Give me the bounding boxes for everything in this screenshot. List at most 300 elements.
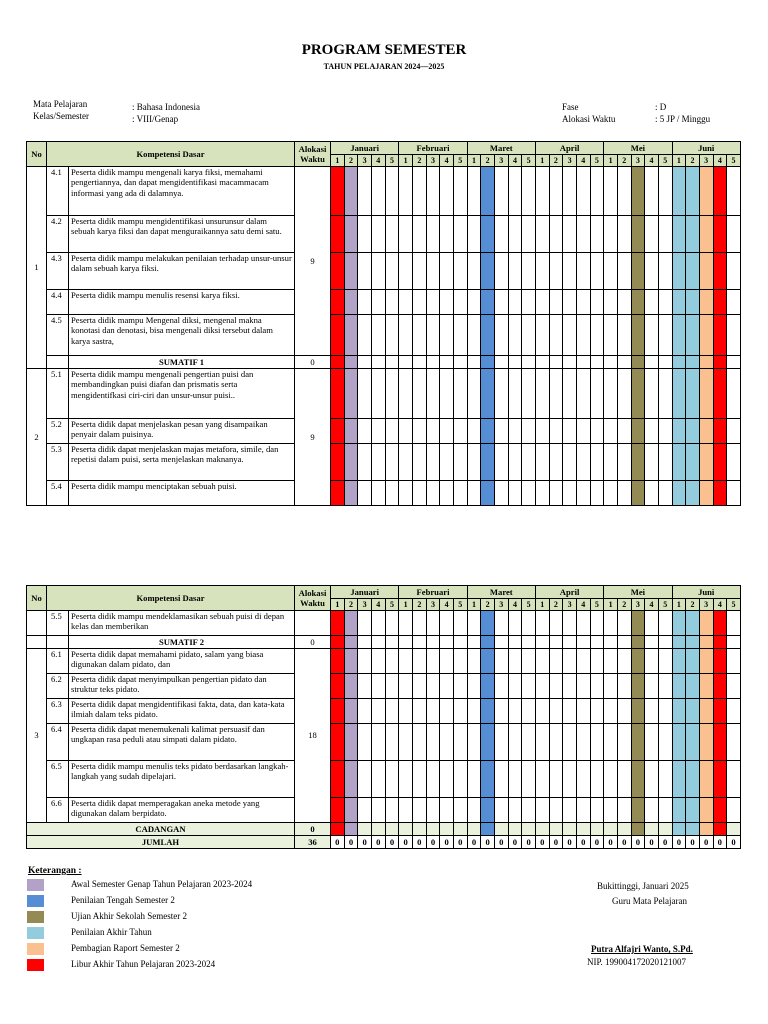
week-cell xyxy=(426,167,440,216)
week-cell xyxy=(453,444,467,481)
week-cell xyxy=(576,369,590,419)
week-cell xyxy=(631,167,645,216)
week-cell xyxy=(399,823,413,836)
week-cell xyxy=(467,636,481,649)
week-cell xyxy=(344,724,358,761)
week-cell xyxy=(481,761,495,798)
week-cell xyxy=(522,724,536,761)
kd-row xyxy=(27,761,741,798)
week-cell xyxy=(344,167,358,216)
header-week: 1 xyxy=(535,599,549,611)
week-cell xyxy=(508,636,522,649)
week-cell xyxy=(645,253,659,290)
sumatif-row xyxy=(27,356,741,369)
week-cell xyxy=(699,636,713,649)
week-cell xyxy=(699,699,713,724)
week-cell xyxy=(399,444,413,481)
week-cell xyxy=(508,444,522,481)
week-cell xyxy=(576,216,590,253)
week-cell xyxy=(399,481,413,506)
week-cell xyxy=(385,356,399,369)
week-cell xyxy=(453,315,467,356)
week-cell xyxy=(535,167,549,216)
header-alokasi: Alokasi Waktu xyxy=(295,142,331,167)
header-week: 1 xyxy=(672,155,686,167)
week-cell xyxy=(563,356,577,369)
week-cell xyxy=(713,216,727,253)
header-week: 3 xyxy=(494,155,508,167)
week-cell xyxy=(385,611,399,636)
week-cell xyxy=(727,444,741,481)
header-row xyxy=(27,142,741,155)
week-cell xyxy=(576,636,590,649)
legend-swatch xyxy=(27,959,44,971)
week-cell xyxy=(467,419,481,444)
week-cell xyxy=(631,315,645,356)
week-cell xyxy=(440,253,454,290)
week-cell xyxy=(426,823,440,836)
jumlah-week-value: 0 xyxy=(631,836,645,849)
week-cell xyxy=(563,444,577,481)
week-cell xyxy=(645,699,659,724)
week-cell xyxy=(481,481,495,506)
page-subtitle: TAHUN PELAJARAN 2024—2025 xyxy=(323,62,445,71)
week-cell xyxy=(508,419,522,444)
sumatif-label: SUMATIF 1 xyxy=(69,356,295,369)
week-cell xyxy=(617,674,631,699)
program-table-1 xyxy=(26,141,741,506)
week-cell xyxy=(426,649,440,674)
week-cell xyxy=(631,253,645,290)
week-cell xyxy=(563,823,577,836)
week-cell xyxy=(713,369,727,419)
week-cell xyxy=(358,636,372,649)
week-cell xyxy=(590,481,604,506)
week-cell xyxy=(631,216,645,253)
week-cell xyxy=(426,356,440,369)
week-cell xyxy=(535,444,549,481)
week-cell xyxy=(358,724,372,761)
header-month: Juni xyxy=(672,142,740,155)
week-cell xyxy=(344,636,358,649)
week-cell xyxy=(645,315,659,356)
kd-row xyxy=(27,798,741,823)
week-cell xyxy=(549,611,563,636)
kd-row xyxy=(27,444,741,481)
jumlah-week-value: 0 xyxy=(494,836,508,849)
week-cell xyxy=(494,290,508,315)
week-cell xyxy=(535,290,549,315)
week-cell xyxy=(385,481,399,506)
week-cell xyxy=(467,481,481,506)
kd-row xyxy=(27,611,741,636)
header-week: 1 xyxy=(331,599,345,611)
week-cell xyxy=(590,761,604,798)
week-cell xyxy=(467,699,481,724)
kd-number: 4.2 xyxy=(47,216,69,253)
week-cell xyxy=(508,290,522,315)
week-cell xyxy=(590,444,604,481)
row-number xyxy=(27,611,47,636)
header-week: 2 xyxy=(344,599,358,611)
week-cell xyxy=(672,290,686,315)
week-cell xyxy=(522,369,536,419)
week-cell xyxy=(727,761,741,798)
header-week: 3 xyxy=(631,155,645,167)
week-cell xyxy=(331,315,345,356)
week-cell xyxy=(699,444,713,481)
week-cell xyxy=(344,699,358,724)
week-cell xyxy=(508,674,522,699)
week-cell xyxy=(371,369,385,419)
week-cell xyxy=(467,253,481,290)
week-cell xyxy=(440,823,454,836)
week-cell xyxy=(494,369,508,419)
jumlah-week-value: 0 xyxy=(522,836,536,849)
week-cell xyxy=(385,636,399,649)
week-cell xyxy=(535,761,549,798)
week-cell xyxy=(576,761,590,798)
week-cell xyxy=(358,611,372,636)
sumatif-alokasi: 0 xyxy=(295,356,331,369)
week-cell xyxy=(658,636,672,649)
kd-number: 5.3 xyxy=(47,444,69,481)
jumlah-week-value: 0 xyxy=(440,836,454,849)
kd-number: 4.3 xyxy=(47,253,69,290)
header-month: Maret xyxy=(467,142,535,155)
week-cell xyxy=(645,724,659,761)
info-value-mapel: : Bahasa Indonesia xyxy=(132,102,200,112)
week-cell xyxy=(467,356,481,369)
week-cell xyxy=(522,290,536,315)
week-cell xyxy=(617,290,631,315)
week-cell xyxy=(604,290,618,315)
header-kompetensi: Kompetensi Dasar xyxy=(47,142,295,167)
week-cell xyxy=(385,724,399,761)
kd-text: Peserta didik mampu menulis teks pidato berdasarkan langkah-langkah yang sudah dipelajari. xyxy=(69,761,295,798)
week-cell xyxy=(508,699,522,724)
week-cell xyxy=(522,419,536,444)
week-cell xyxy=(672,761,686,798)
header-week: 4 xyxy=(713,155,727,167)
header-week: 5 xyxy=(522,599,536,611)
week-cell xyxy=(331,823,345,836)
week-cell xyxy=(440,290,454,315)
week-cell xyxy=(522,649,536,674)
week-cell xyxy=(358,761,372,798)
week-cell xyxy=(727,216,741,253)
week-cell xyxy=(385,649,399,674)
week-cell xyxy=(727,724,741,761)
week-cell xyxy=(481,315,495,356)
week-cell xyxy=(699,216,713,253)
header-week: 2 xyxy=(686,155,700,167)
week-cell xyxy=(617,761,631,798)
week-cell xyxy=(453,216,467,253)
week-cell xyxy=(672,724,686,761)
kd-row xyxy=(27,369,741,419)
kd-row xyxy=(27,649,741,674)
legend-swatch xyxy=(27,927,44,939)
week-cell xyxy=(576,798,590,823)
kd-number: 4.4 xyxy=(47,290,69,315)
week-cell xyxy=(590,419,604,444)
header-week: 2 xyxy=(412,155,426,167)
week-cell xyxy=(576,419,590,444)
week-cell xyxy=(713,444,727,481)
jumlah-week-value: 0 xyxy=(467,836,481,849)
week-cell xyxy=(563,699,577,724)
week-cell xyxy=(549,636,563,649)
week-cell xyxy=(576,290,590,315)
week-cell xyxy=(481,611,495,636)
week-cell xyxy=(494,823,508,836)
kd-number: 5.1 xyxy=(47,369,69,419)
week-cell xyxy=(590,636,604,649)
week-cell xyxy=(699,253,713,290)
header-month: Juni xyxy=(672,586,740,599)
week-cell xyxy=(399,649,413,674)
week-cell xyxy=(672,798,686,823)
week-cell xyxy=(727,674,741,699)
week-cell xyxy=(453,290,467,315)
week-cell xyxy=(699,674,713,699)
week-cell xyxy=(453,761,467,798)
header-week: 3 xyxy=(563,599,577,611)
header-week: 4 xyxy=(508,599,522,611)
week-cell xyxy=(522,315,536,356)
week-cell xyxy=(658,611,672,636)
week-cell xyxy=(549,761,563,798)
kd-number: 6.1 xyxy=(47,649,69,674)
kd-row xyxy=(27,253,741,290)
week-cell xyxy=(399,724,413,761)
week-cell xyxy=(426,290,440,315)
week-cell xyxy=(494,649,508,674)
week-cell xyxy=(672,699,686,724)
week-cell xyxy=(727,290,741,315)
week-cell xyxy=(604,798,618,823)
week-cell xyxy=(399,674,413,699)
week-cell xyxy=(385,216,399,253)
week-cell xyxy=(686,253,700,290)
week-cell xyxy=(358,167,372,216)
legend-label: Awal Semester Genap Tahun Pelajaran 2023-2024 xyxy=(71,879,253,889)
week-cell xyxy=(522,253,536,290)
header-week: 5 xyxy=(590,155,604,167)
week-cell xyxy=(713,761,727,798)
week-cell xyxy=(331,419,345,444)
week-cell xyxy=(453,649,467,674)
info-value-kelas: : VIII/Genap xyxy=(132,114,179,124)
week-cell xyxy=(535,674,549,699)
header-week: 3 xyxy=(563,155,577,167)
week-cell xyxy=(481,636,495,649)
week-cell xyxy=(672,253,686,290)
week-cell xyxy=(699,823,713,836)
week-cell xyxy=(713,356,727,369)
week-cell xyxy=(590,315,604,356)
kd-text: Peserta didik mampu mengenali karya fiksi, memahami pengertiannya, dan dapat mengidentifikasi macammacam informasi yang ada di dalamnya. xyxy=(69,167,295,216)
header-week: 1 xyxy=(604,599,618,611)
week-cell xyxy=(590,724,604,761)
week-cell xyxy=(426,724,440,761)
week-cell xyxy=(481,699,495,724)
week-cell xyxy=(672,611,686,636)
week-cell xyxy=(331,167,345,216)
jumlah-week-value: 0 xyxy=(617,836,631,849)
kd-text: Peserta didik mampu Mengenal diksi, mengenal makna konotasi dan denotasi, bisa mengenali diksi tersebut dalam karya sastra, xyxy=(69,315,295,356)
week-cell xyxy=(385,290,399,315)
week-cell xyxy=(658,167,672,216)
week-cell xyxy=(522,356,536,369)
week-cell xyxy=(412,315,426,356)
header-week: 3 xyxy=(358,155,372,167)
week-cell xyxy=(713,315,727,356)
week-cell xyxy=(426,315,440,356)
header-week: 4 xyxy=(576,155,590,167)
week-cell xyxy=(467,761,481,798)
alokasi-value: 9 xyxy=(295,369,331,506)
week-cell xyxy=(371,636,385,649)
week-cell xyxy=(426,216,440,253)
week-cell xyxy=(617,369,631,419)
cadangan-row xyxy=(27,823,741,836)
kd-row xyxy=(27,419,741,444)
jumlah-week-value: 0 xyxy=(713,836,727,849)
week-cell xyxy=(563,253,577,290)
week-cell xyxy=(604,724,618,761)
week-cell xyxy=(631,761,645,798)
jumlah-week-value: 0 xyxy=(358,836,372,849)
week-cell xyxy=(645,419,659,444)
week-cell xyxy=(590,699,604,724)
week-cell xyxy=(631,369,645,419)
week-cell xyxy=(563,636,577,649)
week-cell xyxy=(535,798,549,823)
week-cell xyxy=(440,649,454,674)
week-cell xyxy=(631,724,645,761)
week-cell xyxy=(617,636,631,649)
week-cell xyxy=(576,823,590,836)
week-cell xyxy=(440,674,454,699)
alokasi-value: 18 xyxy=(295,649,331,823)
week-cell xyxy=(371,356,385,369)
week-cell xyxy=(399,290,413,315)
week-cell xyxy=(686,636,700,649)
week-cell xyxy=(590,216,604,253)
week-cell xyxy=(713,636,727,649)
week-cell xyxy=(412,216,426,253)
week-cell xyxy=(590,649,604,674)
week-cell xyxy=(535,419,549,444)
week-cell xyxy=(467,167,481,216)
week-cell xyxy=(331,216,345,253)
week-cell xyxy=(412,611,426,636)
week-cell xyxy=(481,674,495,699)
week-cell xyxy=(440,167,454,216)
header-month: April xyxy=(535,586,603,599)
week-cell xyxy=(576,444,590,481)
week-cell xyxy=(522,167,536,216)
week-cell xyxy=(713,290,727,315)
kd-number: 6.5 xyxy=(47,761,69,798)
alokasi-value: 9 xyxy=(295,167,331,356)
week-cell xyxy=(426,481,440,506)
row-number: 3 xyxy=(27,649,47,823)
week-cell xyxy=(645,290,659,315)
week-cell xyxy=(713,724,727,761)
page-title: PROGRAM SEMESTER xyxy=(301,42,467,58)
week-cell xyxy=(440,611,454,636)
week-cell xyxy=(590,674,604,699)
week-cell xyxy=(727,253,741,290)
week-cell xyxy=(344,216,358,253)
week-cell xyxy=(481,419,495,444)
week-cell xyxy=(344,761,358,798)
jumlah-week-value: 0 xyxy=(385,836,399,849)
header-week: 2 xyxy=(549,599,563,611)
week-cell xyxy=(617,315,631,356)
header-week: 1 xyxy=(331,155,345,167)
week-cell xyxy=(344,444,358,481)
week-cell xyxy=(371,481,385,506)
legend-swatch xyxy=(27,943,44,955)
week-cell xyxy=(426,636,440,649)
week-cell xyxy=(535,823,549,836)
week-cell xyxy=(672,167,686,216)
week-cell xyxy=(617,798,631,823)
week-cell xyxy=(727,823,741,836)
week-cell xyxy=(686,674,700,699)
week-cell xyxy=(412,724,426,761)
jumlah-week-value: 0 xyxy=(658,836,672,849)
week-cell xyxy=(631,419,645,444)
week-cell xyxy=(727,699,741,724)
week-cell xyxy=(467,369,481,419)
week-cell xyxy=(576,611,590,636)
header-week: 2 xyxy=(686,599,700,611)
week-cell xyxy=(631,636,645,649)
week-cell xyxy=(508,611,522,636)
week-cell xyxy=(399,356,413,369)
week-cell xyxy=(590,611,604,636)
week-cell xyxy=(727,611,741,636)
header-month: Mei xyxy=(604,586,672,599)
header-week: 4 xyxy=(645,155,659,167)
sumatif-spacer xyxy=(27,636,47,649)
header-week: 5 xyxy=(522,155,536,167)
week-cell xyxy=(563,167,577,216)
week-cell xyxy=(535,356,549,369)
week-cell xyxy=(481,167,495,216)
week-cell xyxy=(344,649,358,674)
week-cell xyxy=(440,761,454,798)
week-cell xyxy=(631,798,645,823)
week-cell xyxy=(535,253,549,290)
week-cell xyxy=(331,481,345,506)
week-cell xyxy=(563,481,577,506)
week-cell xyxy=(371,253,385,290)
week-cell xyxy=(576,724,590,761)
week-cell xyxy=(440,369,454,419)
week-cell xyxy=(371,216,385,253)
week-cell xyxy=(358,315,372,356)
week-cell xyxy=(371,611,385,636)
week-cell xyxy=(535,724,549,761)
week-cell xyxy=(549,444,563,481)
week-cell xyxy=(385,699,399,724)
